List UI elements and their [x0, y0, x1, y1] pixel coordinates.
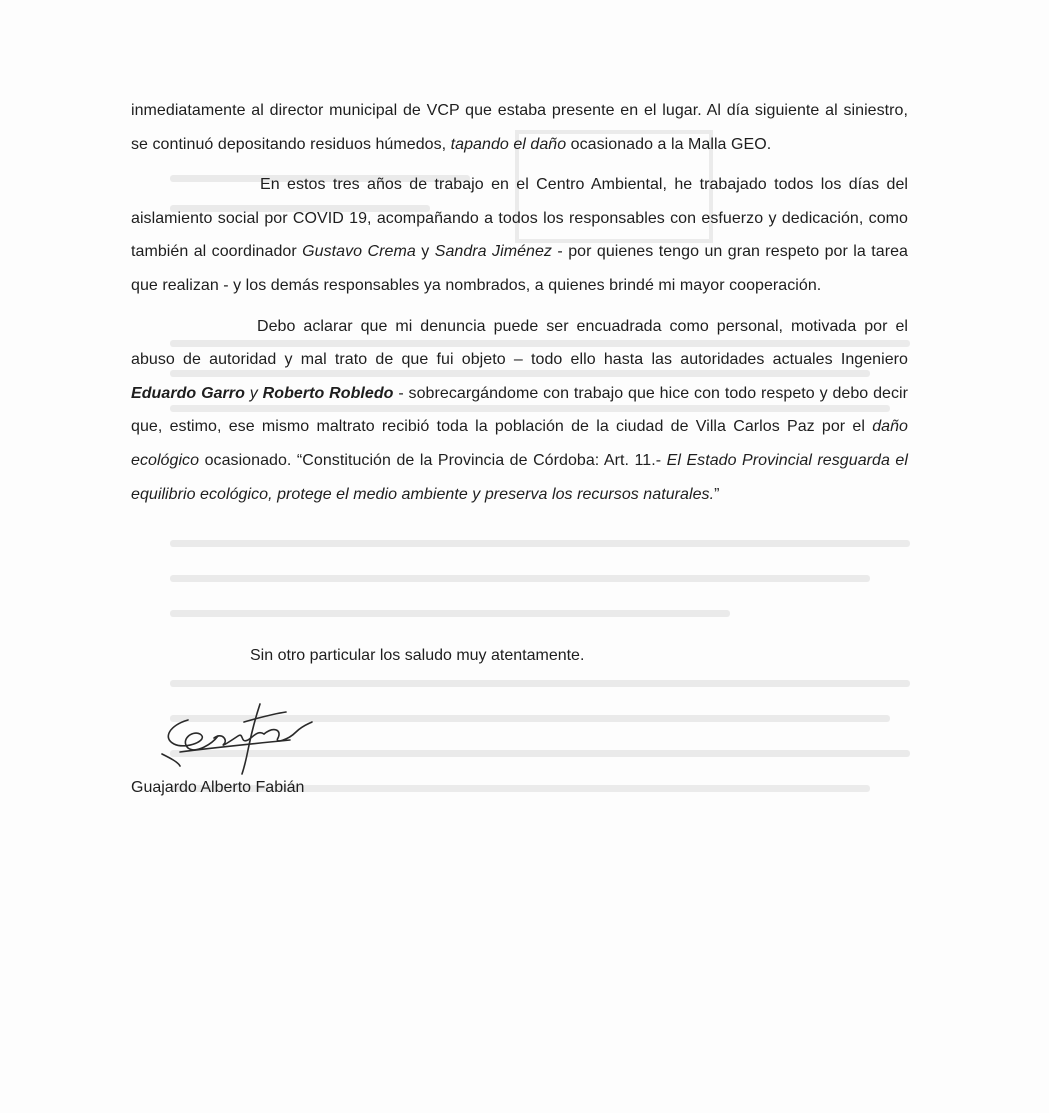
signer-name: Guajardo Alberto Fabián [131, 779, 305, 796]
paragraph-text: inmediatamente al director municipal de VCP que estaba presente en el lugar. Al día siguiente al siniestro, se continuó depositando residuos húmedos, [131, 102, 908, 153]
paragraph-text: ocasionado. “Constitución de la Provincia de Córdoba: Art. 11.- [199, 451, 667, 469]
paragraph-text: En estos tres años de trabajo en el Centro Ambiental, he trabajado todos los días del aislamiento social por COVID 19, acompañando a todos los responsables con esfuerzo y dedicación, como también al coordinador [131, 176, 908, 261]
constitution-quote: El Estado Provincial resguarda el equilibrio ecológico, protege el medio ambiente y preserva los recursos naturales. [131, 451, 908, 503]
paragraph [131, 310, 908, 512]
paragraph-text: - sobrecargándome con trabajo que hice con todo respeto y debo decir que, estimo, ese mismo maltrato recibió toda la población de la ciudad de Villa Carlos Paz por el [131, 384, 909, 436]
paragraph-text: - por quienes tengo un gran respeto por la tarea que realizan - y los demás responsables ya nombrados, a quienes brindé mi mayor cooperación. [131, 243, 908, 294]
paragraph-text: Debo aclarar que mi denuncia puede ser encuadrada como personal, motivada por el abuso de autoridad y mal trato de que fui objeto – todo ello hasta las autoridades actuales Ingeniero [131, 317, 908, 369]
italic-phrase: tapando el daño [450, 135, 567, 153]
paragraph [131, 168, 908, 302]
person-name-italic: Sandra Jiménez [434, 243, 552, 261]
italic-phrase: daño ecológico [131, 418, 908, 469]
paragraph-text: ” [714, 485, 720, 503]
person-name-bold: Eduardo Garro [131, 384, 245, 402]
closing-line: Sin otro particular los saludo muy atentamente. [250, 647, 585, 664]
italic-conjunction: y [244, 384, 263, 402]
paragraph-text: y [415, 243, 435, 261]
paragraph-text: ocasionado a la Malla GEO. [566, 135, 772, 153]
letter-body [131, 94, 908, 518]
person-name-italic: Gustavo Crema [302, 243, 416, 261]
handwritten-signature [140, 700, 320, 778]
person-name-bold: Roberto Robledo [262, 384, 394, 402]
paragraph [131, 94, 908, 161]
